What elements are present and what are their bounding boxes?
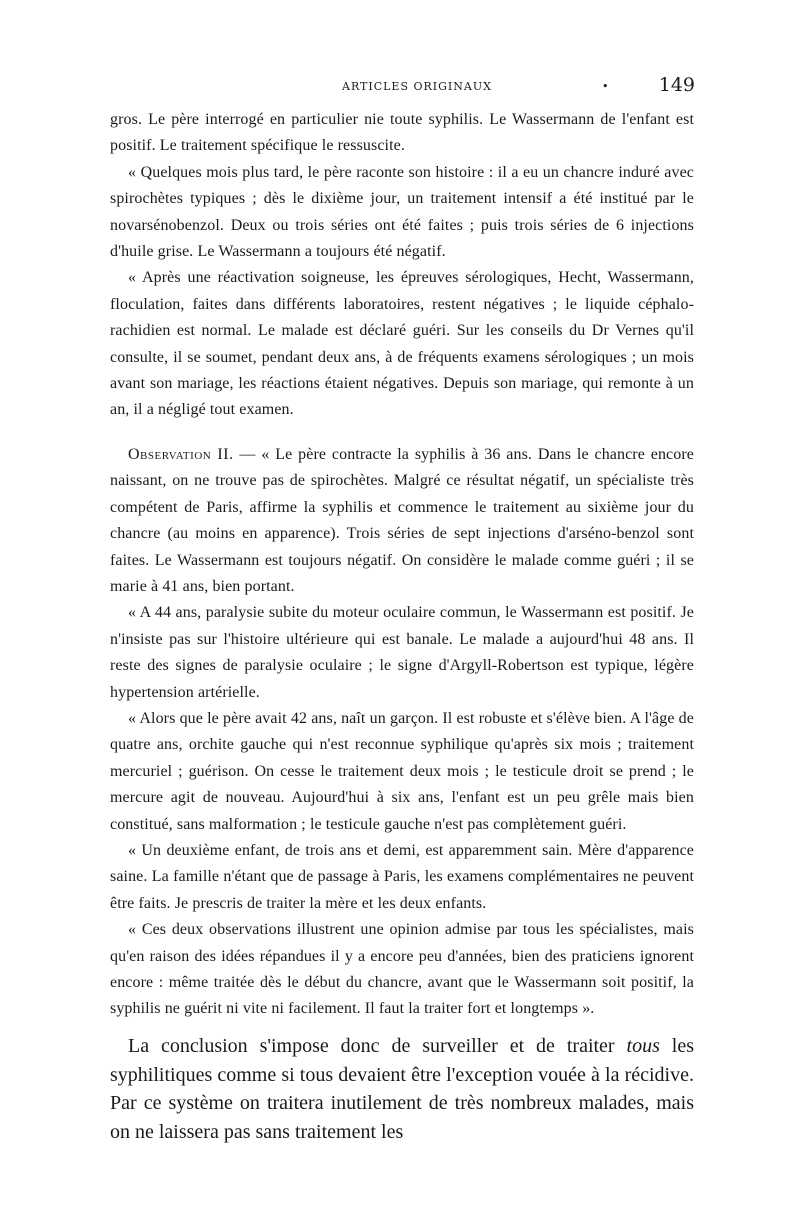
observation-text: — « Le père contracte la syphilis à 36 ans. Dans le chancre encore naissant, on ne trouve pas de spirochètes. Malgré ce résultat négatif, un spécialiste très compétent de Paris, affirme la syphilis et commence le traitement au sixième jour du chancre (au moins en apparence). Trois séries de sept injections d'arséno-benzol sont faites. Le Wassermann est toujours négatif. On considère le malade comme guéri ; il se marie à 41 ans, bien portant. — [110, 445, 694, 595]
paragraph-3: « Après une réactivation soigneuse, les épreuves sérologiques, Hecht, Wassermann, floculation, faites dans différents laboratoires, restent négatives ; le liquide céphalo-rachidien est normal. Le malade est déclaré guéri. Sur les conseils du Dr Vernes qu'il consulte, il se soumet, pendant deux ans, à de fréquents examens sérologiques ; un mois avant son mariage, les réactions étaient négatives. Depuis son mariage, qui remonte à un an, il a négligé tout examen. — [110, 269, 694, 419]
observation-paragraph — [110, 442, 694, 600]
paragraph-2: « Quelques mois plus tard, le père raconte son histoire : il a eu un chancre induré avec spirochètes typiques ; dès le dixième jour, un traitement intensif a été institué par le novarsénobenzol. Deux ou trois séries ont été faites ; puis trois séries de 6 injections d'huile grise. Le Wassermann a toujours été négatif. — [110, 163, 694, 261]
paragraph-1: gros. Le père interrogé en particulier nie toute syphilis. Le Wassermann de l'enfant est positif. Le traitement spécifique le ressuscite. — [110, 111, 694, 155]
header-separator: • — [602, 80, 609, 93]
article-body — [110, 107, 694, 1023]
conclusion-emphasis: tous — [626, 1035, 660, 1057]
paragraph-7: « Un deuxième enfant, de trois ans et demi, est apparemment sain. Mère d'apparence saine. La famille n'étant que de passage à Paris, les examens complémentaires ne peuvent être faits. Je prescris de traiter la mère et les deux enfants. — [110, 841, 694, 912]
observation-label: Observation II. — [128, 445, 234, 463]
page-number: 149 — [658, 74, 695, 96]
conclusion-paragraph — [110, 1032, 694, 1146]
paragraph-5: « A 44 ans, paralysie subite du moteur oculaire commun, le Wassermann est positif. Je n'insiste pas sur l'histoire ultérieure qui est banale. Le malade a aujourd'hui 48 ans. Il reste des signes de paralysie oculaire ; le signe d'Argyll-Robertson est typique, légère hypertension artérielle. — [110, 604, 694, 701]
conclusion-text-start: La conclusion s'impose donc de surveiller et de traiter — [128, 1035, 627, 1057]
running-head: ARTICLES ORIGINAUX — [342, 80, 492, 93]
conclusion-text-end: les syphilitiques comme si tous devaient être l'exception vouée à la récidive. Par ce système on traitera inutilement de très nombreux malades, mais on ne laissera pas sans traitement les — [110, 1035, 694, 1143]
page-header — [110, 70, 695, 100]
conclusion-block — [110, 1032, 694, 1146]
paragraph-6: « Alors que le père avait 42 ans, naît un garçon. Il est robuste et s'élève bien. A l'âge de quatre ans, orchite gauche qui n'est reconnue syphilique qu'après six mois ; traitement mercuriel ; guérison. On cesse le traitement deux mois ; le testicule droit se prend ; le mercure agit de nouveau. Aujourd'hui à six ans, l'enfant est un peu grêle mais bien constitué, sans malformation ; le testicule gauche n'est pas complètement guéri. — [110, 709, 694, 833]
paragraph-8: « Ces deux observations illustrent une opinion admise par tous les spécialistes, mais qu'en raison des idées répandues il y a encore peu d'années, bien des praticiens ignorent encore : même traitée dès le début du chancre, avant que le Wassermann soit positif, la syphilis ne guérit ni vite ni facilement. Il faut la traiter fort et longtemps ». — [110, 921, 694, 1018]
